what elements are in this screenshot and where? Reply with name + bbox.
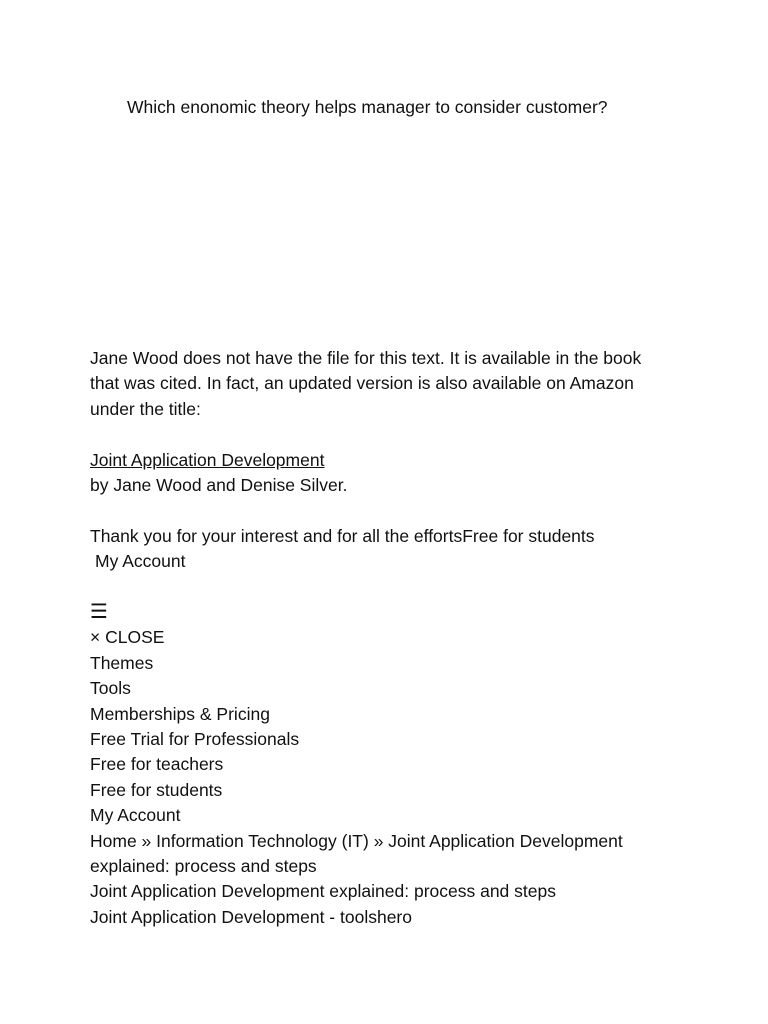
my-account-link-top[interactable]: My Account — [95, 551, 186, 572]
book-title-line — [90, 448, 710, 473]
hamburger-icon[interactable]: ☰ — [90, 601, 108, 624]
close-menu-button[interactable]: × CLOSE — [90, 627, 165, 648]
menu-item-memberships-pricing[interactable]: Memberships & Pricing — [90, 703, 270, 724]
menu-item-tools[interactable]: Tools — [90, 678, 131, 699]
paragraph-gap — [90, 422, 710, 447]
thanks-line: Thank you for your interest and for all the effortsFree for students — [90, 525, 595, 546]
response-line-3: under the title: — [90, 398, 201, 419]
paragraph-gap — [90, 498, 710, 523]
menu-item-free-trial-professionals[interactable]: Free Trial for Professionals — [90, 729, 300, 750]
question-heading: Which enonomic theory helps manager to consider customer? — [127, 97, 608, 117]
body-text-block — [90, 346, 710, 930]
book-title-link[interactable]: Joint Application Development — [90, 449, 325, 470]
paragraph-gap — [90, 575, 710, 600]
response-line-1: Jane Wood does not have the file for this text. It is available in the book — [90, 348, 642, 368]
menu-item-themes[interactable]: Themes — [90, 652, 154, 673]
menu-item-my-account[interactable]: My Account — [90, 805, 181, 826]
breadcrumb-line-1[interactable]: Home » Information Technology (IT) » Joint Application Development — [90, 830, 623, 851]
book-authors: by Jane Wood and Denise Silver. — [90, 475, 348, 496]
menu-item-free-for-teachers[interactable]: Free for teachers — [90, 754, 224, 775]
article-title: Joint Application Development explained: process and steps — [90, 881, 556, 902]
response-line-2: that was cited. In fact, an updated version is also available on Amazon — [90, 373, 634, 394]
article-source: Joint Application Development - toolshero — [90, 906, 412, 927]
menu-item-free-for-students[interactable]: Free for students — [90, 779, 223, 800]
breadcrumb-line-2: explained: process and steps — [90, 856, 317, 877]
